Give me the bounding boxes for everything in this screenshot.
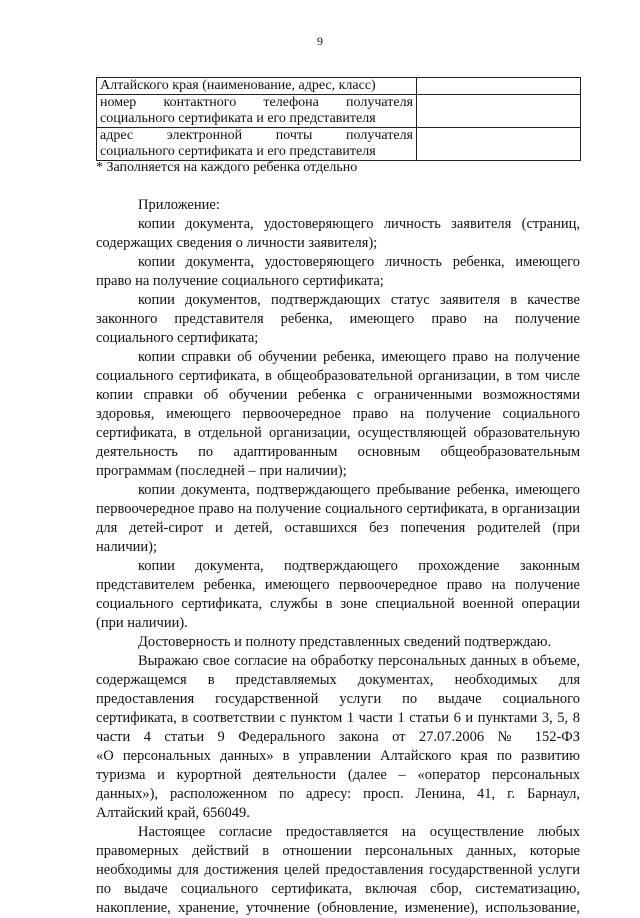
- consent-line: содержащемся в представляемых документах, необходимых для: [96, 672, 580, 688]
- confirmation-line: Достоверность и полноту представленных сведений подтверждаю.: [138, 634, 552, 650]
- attachment-item-line: деятельность по адаптированным основным общеобразовательным: [96, 444, 580, 460]
- scope-line: Настоящее согласие предоставляется на осуществление любых: [138, 824, 580, 840]
- consent-line: «О персональных данных» в управлении Алтайского края по развитию: [96, 748, 580, 764]
- attachment-item-line: право на получение социального сертификата;: [96, 273, 384, 289]
- attachment-item-line: копии документа, удостоверяющего личность заявителя (страниц,: [138, 216, 580, 232]
- attachment-item-line: социального сертификата;: [96, 330, 259, 346]
- table-label-cell: [97, 95, 417, 128]
- attachment-item-line: содержащих сведения о личности заявителя);: [96, 235, 378, 251]
- attachment-item-line: социального сертификата, службы в зоне специальной военной операции: [96, 596, 580, 612]
- attachment-item-line: наличии);: [96, 539, 157, 555]
- footnote: * Заполняется на каждого ребенка отдельно: [96, 160, 358, 175]
- attachment-item-line: копии документов, подтверждающих статус заявителя в качестве: [138, 292, 580, 308]
- attachment-item-line: копии документа, подтверждающего прохождение законным: [138, 558, 580, 574]
- consent-line: части 4 статьи 9 Федерального закона от 27.07.2006 № 152-ФЗ: [96, 729, 580, 745]
- scope-line: необходимы для достижения целей предоставления государственной услуги: [96, 862, 580, 878]
- attachment-item-line: социального сертификата, в общеобразовательной организации, в том числе: [96, 368, 580, 384]
- applicant-info-table: [96, 77, 581, 161]
- consent-line: Выражаю свое согласие на обработку персональных данных в объеме,: [138, 653, 580, 669]
- attachment-item-line: копии документа, подтверждающего пребывание ребенка, имеющего: [138, 482, 580, 498]
- table-label-line: социального сертификата и его представителя: [100, 144, 376, 159]
- attachment-item-line: для детей-сирот и детей, оставшихся без попечения родителей (при: [96, 520, 580, 536]
- consent-line: Алтайский край, 656049.: [96, 805, 250, 821]
- attachment-item-line: сертификата, в отдельной организации, осуществляющей образовательную: [96, 425, 580, 441]
- table-label-line: адрес электронной почты получателя: [100, 128, 413, 143]
- table-row: [97, 78, 581, 95]
- attachment-item-line: первоочередное право на получение социального сертификата, в организации: [96, 501, 580, 517]
- attachment-item-line: (при наличии).: [96, 615, 188, 631]
- page-number: 9: [317, 34, 323, 48]
- attachment-item-line: копии документа, удостоверяющего личность ребенка, имеющего: [138, 254, 580, 270]
- consent-line: данных»), расположенном по адресу: просп. Ленина, 41, г. Барнаул,: [96, 786, 580, 802]
- table-label-cell: [97, 128, 417, 161]
- scope-line: правомерных действий в отношении персональных данных, которые: [96, 843, 580, 859]
- attachment-item-line: программам (последней – при наличии);: [96, 463, 347, 479]
- attachments-heading: Приложение:: [138, 197, 220, 213]
- attachment-item-line: представителем ребенка, имеющего первоочередное право на получение: [96, 577, 580, 593]
- scope-line: по выдаче социального сертификата, включая сбор, систематизацию,: [96, 881, 580, 897]
- attachment-item-line: копии справки об обучении ребенка с ограниченными возможностями: [96, 387, 580, 403]
- table-row: [97, 128, 581, 161]
- table-label-line: социального сертификата и его представителя: [100, 111, 376, 126]
- consent-line: предоставления государственной услуги по выдаче социального: [96, 691, 580, 707]
- table-value-cell: [417, 95, 581, 128]
- consent-line: туризма и курортной деятельности (далее – «оператор персональных: [96, 767, 580, 783]
- attachment-item-line: копии справки об обучении ребенка, имеющего право на получение: [138, 349, 580, 365]
- table-row: [97, 95, 581, 128]
- scope-line: накопление, хранение, уточнение (обновление, изменение), использование,: [96, 900, 580, 916]
- table-value-cell: [417, 128, 581, 161]
- table-label-line: номер контактного телефона получателя: [100, 95, 413, 110]
- consent-line: сертификата, в соответствии с пунктом 1 части 1 статьи 6 и пунктами 3, 5, 8: [96, 710, 580, 726]
- table-value-cell: [417, 78, 581, 95]
- table-label-cell: [97, 78, 417, 95]
- attachment-item-line: законного представителя ребенка, имеющего право на получение: [96, 311, 580, 327]
- document-body: [96, 196, 580, 918]
- attachment-item-line: здоровья, имеющего первоочередное право на получение социального: [96, 406, 580, 422]
- table-label-line: Алтайского края (наименование, адрес, класс): [100, 78, 376, 93]
